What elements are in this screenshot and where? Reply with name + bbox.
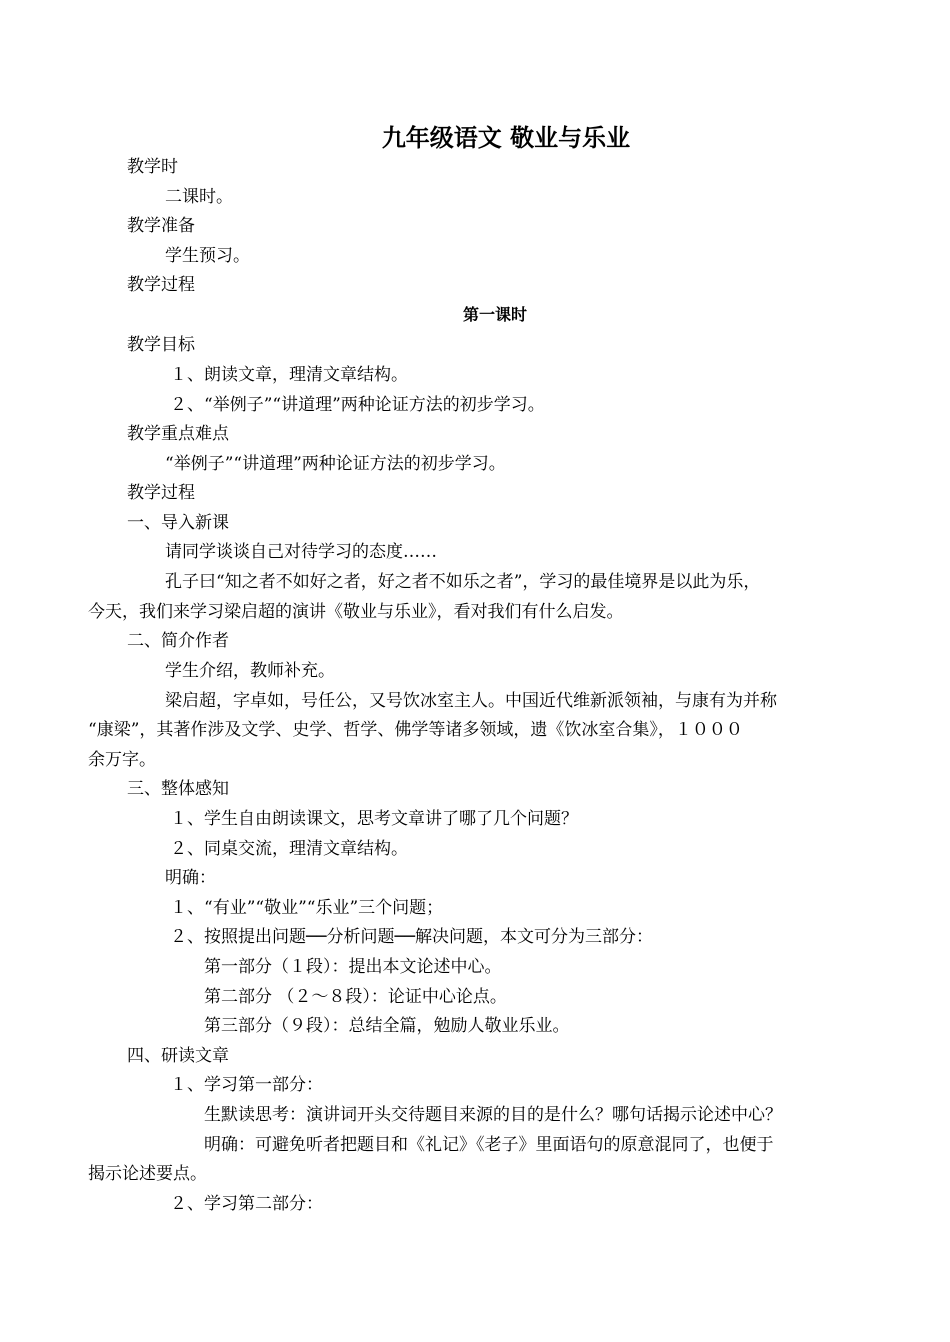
structure-part-2: 第二部分 （２～８段）：论证中心论点。	[204, 987, 507, 1007]
step-heading-study: 四、研读文章	[127, 1046, 229, 1066]
overview-answer-label: 明确：	[165, 868, 216, 888]
section-heading-preparation: 教学准备	[127, 216, 195, 236]
section-heading-goals: 教学目标	[127, 335, 195, 355]
step-heading-intro: 一、导入新课	[127, 513, 229, 533]
structure-part-1: 第一部分（１段）：提出本文论述中心。	[204, 957, 502, 977]
study-question: 生默读思考：演讲词开头交待题目来源的目的是什么？哪句话揭示论述中心？	[204, 1105, 782, 1125]
section-heading-process-2: 教学过程	[127, 483, 195, 503]
intro-text-1: 请同学谈谈自己对待学习的态度……	[165, 542, 437, 562]
overview-answer-1: １、“有业”“敬业”“乐业”三个问题；	[170, 898, 444, 918]
key-points-text: “举例子”“讲道理”两种论证方法的初步学习。	[165, 454, 506, 474]
overview-item-2: ２、同桌交流，理清文章结构。	[170, 839, 408, 859]
study-answer-line-2: 揭示论述要点。	[88, 1164, 207, 1184]
author-text-1: 学生介绍，教师补充。	[165, 661, 335, 681]
goal-item-2: ２、“举例子”“讲道理”两种论证方法的初步学习。	[170, 395, 545, 415]
section-heading-class-hours: 教学时	[127, 157, 178, 177]
document-title: 九年级语文 敬业与乐业	[381, 123, 631, 152]
lesson-heading-first: 第一课时	[462, 305, 527, 324]
structure-part-3: 第三部分（９段）：总结全篇，勉励人敬业乐业。	[204, 1016, 570, 1036]
overview-item-1: １、学生自由朗读课文，思考文章讲了哪了几个问题？	[170, 809, 578, 829]
section-heading-process: 教学过程	[127, 275, 195, 295]
author-paragraph-line-1: 梁启超，字卓如，号任公，又号饮冰室主人。中国近代维新派领袖，与康有为并称	[165, 691, 777, 711]
study-item-2: ２、学习第二部分：	[170, 1194, 323, 1214]
preparation-text: 学生预习。	[165, 246, 250, 266]
study-item-1: １、学习第一部分：	[170, 1075, 323, 1095]
goal-item-1: １、朗读文章，理清文章结构。	[170, 365, 408, 385]
author-paragraph-line-2: “康梁”，其著作涉及文学、史学、哲学、佛学等诸多领域，遗《饮冰室合集》，１０００	[88, 720, 743, 740]
intro-paragraph-line-1: 孔子曰“知之者不如好之者，好之者不如乐之者”，学习的最佳境界是以此为乐，	[165, 572, 761, 592]
author-paragraph-line-3: 余万字。	[88, 750, 156, 770]
step-heading-author: 二、简介作者	[127, 631, 229, 651]
intro-paragraph-line-2: 今天，我们来学习梁启超的演讲《敬业与乐业》，看对我们有什么启发。	[88, 602, 624, 622]
step-heading-overview: 三、整体感知	[127, 779, 229, 799]
study-answer-line-1: 明确：可避免听者把题目和《礼记》《老子》里面语句的原意混同了，也便于	[204, 1135, 774, 1155]
overview-answer-2: ２、按照提出问题──分析问题──解决问题，本文可分为三部分：	[170, 927, 653, 947]
class-hours-text: 二课时。	[165, 187, 233, 207]
section-heading-key-points: 教学重点难点	[127, 424, 229, 444]
